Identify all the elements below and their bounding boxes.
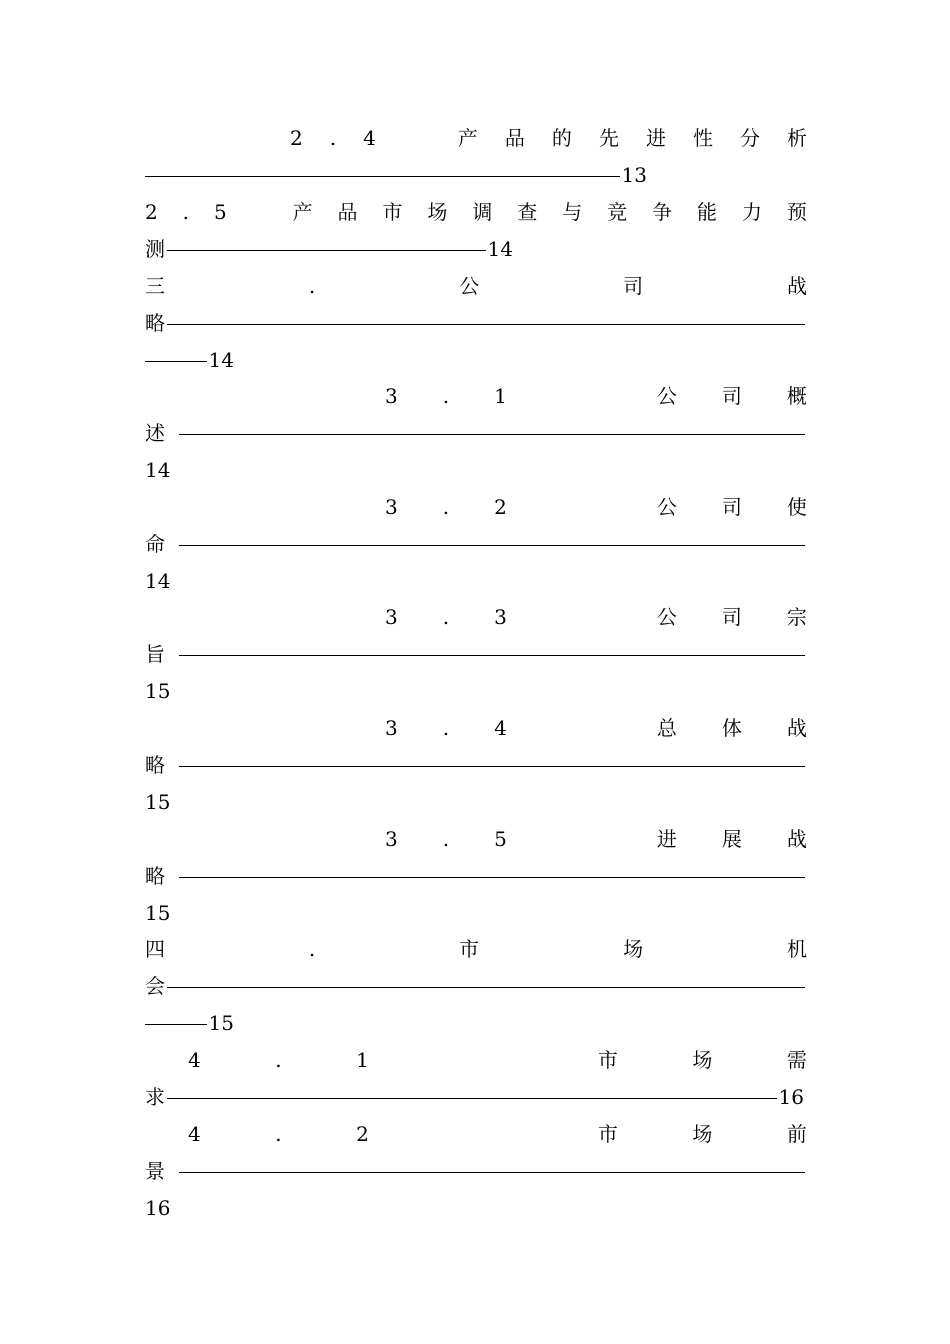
page-number: 14 <box>208 348 234 372</box>
page-number: 14 <box>487 237 513 261</box>
leader-dashes <box>179 545 805 546</box>
toc-entry-2-4-leader <box>145 161 647 189</box>
toc-section-3-heading: 三 . 公 司 战 <box>145 274 807 298</box>
leader-dashes <box>179 766 805 767</box>
toc-entry-2-5-heading: 2 . 5 产 品 市 场 调 查 与 竞 争 能 力 预 <box>145 200 807 224</box>
page-number: 14 <box>145 458 171 482</box>
leader-dashes <box>145 176 620 177</box>
page-number: 16 <box>145 1196 171 1220</box>
page-number: 15 <box>145 790 171 814</box>
toc-entry-3-1-heading: 3 . 1 公 司 概 <box>385 384 807 408</box>
toc-entry-3-2-leader: 命 <box>145 530 807 558</box>
toc-section-3-leader-cont <box>145 346 234 374</box>
toc-entry-3-4-heading: 3 . 4 总 体 战 <box>385 716 807 740</box>
leader-dashes <box>167 1098 777 1099</box>
leader-dashes <box>167 324 805 325</box>
toc-entry-4-2-leader: 景 <box>145 1157 807 1185</box>
leader-dashes <box>179 877 805 878</box>
toc-section-4-leader: 会 <box>145 972 807 1000</box>
page-number: 15 <box>145 679 171 703</box>
toc-section-3-leader: 略 <box>145 309 807 337</box>
toc-entry-3-2-heading: 3 . 2 公 司 使 <box>385 495 807 519</box>
toc-entry-3-3-leader: 旨 <box>145 640 807 668</box>
toc-section-4-leader-cont <box>145 1009 234 1037</box>
page-number: 13 <box>621 163 647 187</box>
toc-entry-2-4-heading: 2 . 4 产 品 的 先 进 性 分 析 <box>290 126 807 150</box>
toc-entry-4-1-heading: 4 . 1 市 场 需 <box>188 1048 807 1072</box>
page-number: 15 <box>208 1011 234 1035</box>
page-number: 15 <box>145 901 171 925</box>
leader-dashes <box>145 361 207 362</box>
toc-entry-3-3-heading: 3 . 3 公 司 宗 <box>385 605 807 629</box>
page-number: 14 <box>145 569 171 593</box>
leader-dashes <box>179 655 805 656</box>
toc-entry-4-1-leader: 求 16 <box>145 1085 804 1109</box>
leader-dashes <box>179 1172 805 1173</box>
leader-dashes <box>179 434 805 435</box>
toc-entry-2-5-leader: 测 14 <box>145 237 513 261</box>
leader-dashes <box>145 1024 207 1025</box>
toc-entry-3-5-heading: 3 . 5 进 展 战 <box>385 827 807 851</box>
toc-entry-4-2-heading: 4 . 2 市 场 前 <box>188 1122 807 1146</box>
toc-entry-3-1-leader: 述 <box>145 419 807 447</box>
toc-section-4-heading: 四 . 市 场 机 <box>145 937 807 961</box>
toc-entry-3-4-leader: 略 <box>145 751 807 779</box>
leader-dashes <box>167 987 805 988</box>
toc-entry-3-5-leader: 略 <box>145 862 807 890</box>
leader-dashes <box>167 250 486 251</box>
page-number: 16 <box>778 1085 804 1109</box>
